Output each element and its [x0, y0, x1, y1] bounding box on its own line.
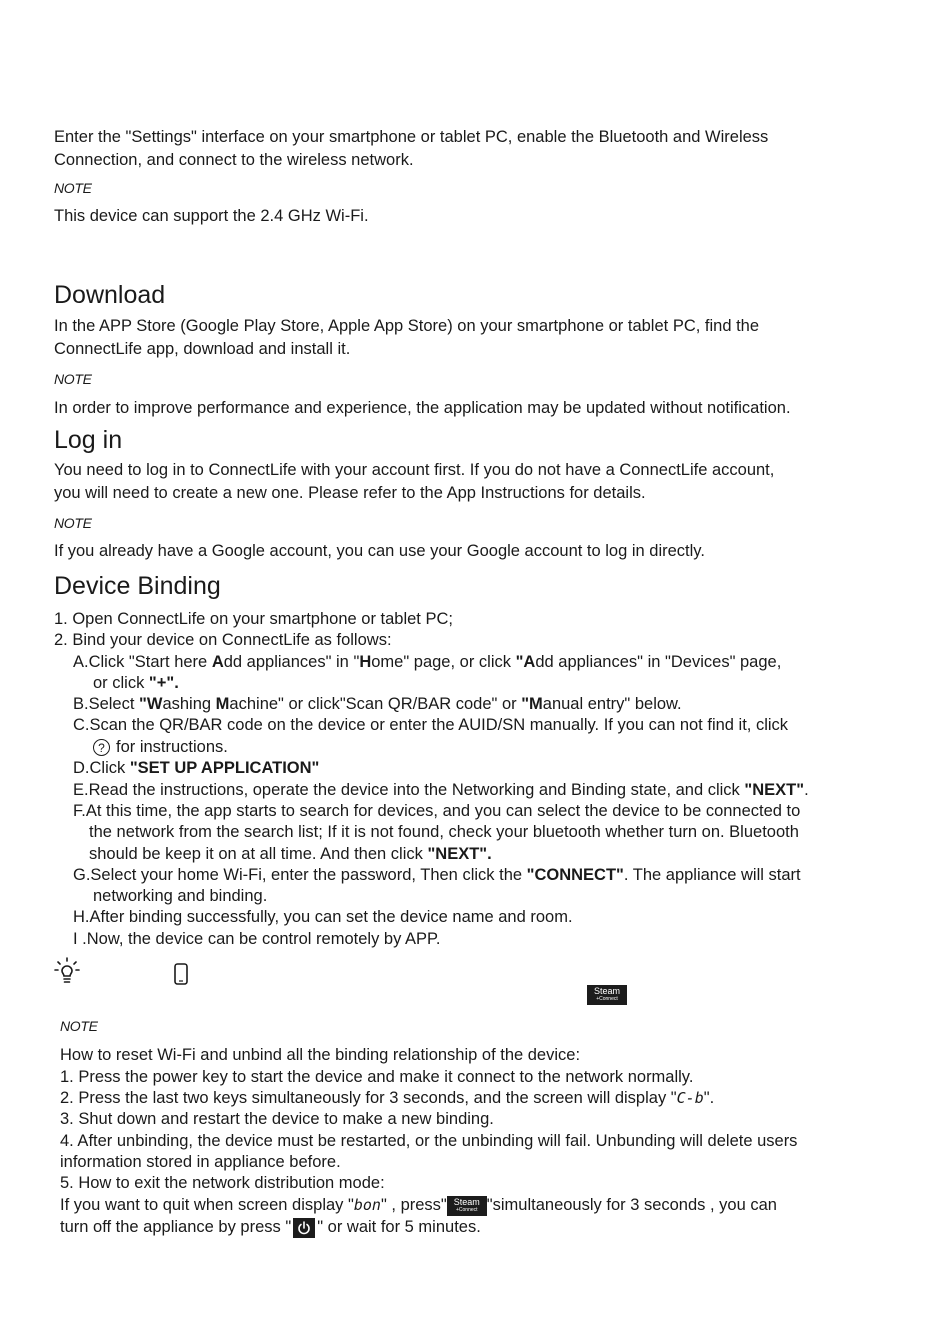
login-line-2: you will need to create a new one. Please refer to the App Instructions for details. — [54, 484, 646, 502]
note-label: NOTE — [54, 371, 92, 387]
note-label: NOTE — [54, 180, 92, 196]
display-code-cb: C-b — [676, 1089, 704, 1107]
binding-step-f-line-1: F.At this time, the app starts to search for devices, and you can select the device to be connected to — [73, 802, 801, 820]
binding-step-g-line-1: G.Select your home Wi-Fi, enter the password, Then click the "CONNECT". The appliance will start — [73, 866, 801, 884]
power-icon — [293, 1218, 315, 1238]
binding-step-a-line-1: A.Click "Start here Add appliances" in "Home" page, or click "Add appliances" in "Devices" page, — [73, 653, 782, 671]
intro-note: This device can support the 2.4 GHz Wi-Fi. — [54, 207, 369, 225]
binding-step-h: H.After binding successfully, you can set the device name and room. — [73, 908, 573, 926]
reset-line-3: 3. Shut down and restart the device to make a new binding. — [60, 1110, 494, 1128]
binding-step-c-line-1: C.Scan the QR/BAR code on the device or enter the AUID/SN manually. If you can not find it, click — [73, 716, 789, 734]
download-line-1: In the APP Store (Google Play Store, Apple App Store) on your smartphone or tablet PC, find the — [54, 317, 760, 335]
help-icon: ? — [93, 739, 110, 756]
display-code-bon: bon — [353, 1196, 381, 1214]
note-label: NOTE — [60, 1018, 98, 1034]
binding-step-2: 2. Bind your device on ConnectLife as follows: — [54, 631, 392, 649]
login-heading: Log in — [54, 426, 123, 454]
binding-step-b: B.Select "Washing Machine" or click"Scan QR/BAR code" or "Manual entry" below. — [73, 695, 682, 713]
intro-line-2: Connection, and connect to the wireless network. — [54, 151, 414, 169]
binding-step-f-line-2: the network from the search list; If it is not found, check your bluetooth whether turn on. Bluetooth — [89, 823, 799, 841]
binding-step-1: 1. Open ConnectLife on your smartphone or tablet PC; — [54, 610, 453, 628]
login-note: If you already have a Google account, you can use your Google account to log in directly. — [54, 542, 705, 560]
lightbulb-icon — [54, 957, 80, 990]
reset-line-2: 2. Press the last two keys simultaneously for 3 seconds, and the screen will display "C-b". — [60, 1089, 715, 1107]
steam-connect-button-icon: Steam +Connect — [447, 1196, 487, 1216]
reset-line-4a: 4. After unbinding, the device must be restarted, or the unbinding will fail. Unbunding will delete users — [60, 1132, 798, 1150]
binding-step-c-line-2: ? for instructions. — [93, 736, 228, 758]
binding-step-g-line-2: networking and binding. — [93, 887, 268, 905]
reset-line-5: 5. How to exit the network distribution mode: — [60, 1174, 385, 1192]
binding-step-a-line-2: or click "+". — [93, 674, 179, 692]
intro-line-1: Enter the "Settings" interface on your smartphone or tablet PC, enable the Bluetooth and Wireless — [54, 128, 769, 146]
reset-line-6: If you want to quit when screen display "bon" , press" Steam +Connect "simultaneously for 3 seconds , you can — [60, 1196, 777, 1214]
binding-step-f-line-3: should be keep it on at all time. And then click "NEXT". — [89, 845, 492, 863]
reset-line-4b: information stored in appliance before. — [60, 1153, 341, 1171]
note-label: NOTE — [54, 515, 92, 531]
binding-heading: Device Binding — [54, 572, 221, 600]
reset-line-1: 1. Press the power key to start the device and make it connect to the network normally. — [60, 1068, 694, 1086]
reset-line-7: turn off the appliance by press " " or wait for 5 minutes. — [60, 1218, 481, 1236]
reset-line-0: How to reset Wi-Fi and unbind all the binding relationship of the device: — [60, 1046, 581, 1064]
binding-step-i: I .Now, the device can be control remotely by APP. — [73, 930, 441, 948]
login-line-1: You need to log in to ConnectLife with your account first. If you do not have a ConnectLife account, — [54, 461, 775, 479]
download-line-2: ConnectLife app, download and install it. — [54, 340, 351, 358]
binding-step-d: D.Click "SET UP APPLICATION" — [73, 759, 320, 777]
binding-step-e: E.Read the instructions, operate the device into the Networking and Binding state, and click "NEXT". — [73, 781, 809, 799]
download-heading: Download — [54, 281, 166, 309]
steam-connect-button-icon: Steam +Connect — [587, 985, 627, 1005]
smartphone-icon — [174, 963, 188, 990]
download-note: In order to improve performance and experience, the application may be updated without notification. — [54, 399, 791, 417]
